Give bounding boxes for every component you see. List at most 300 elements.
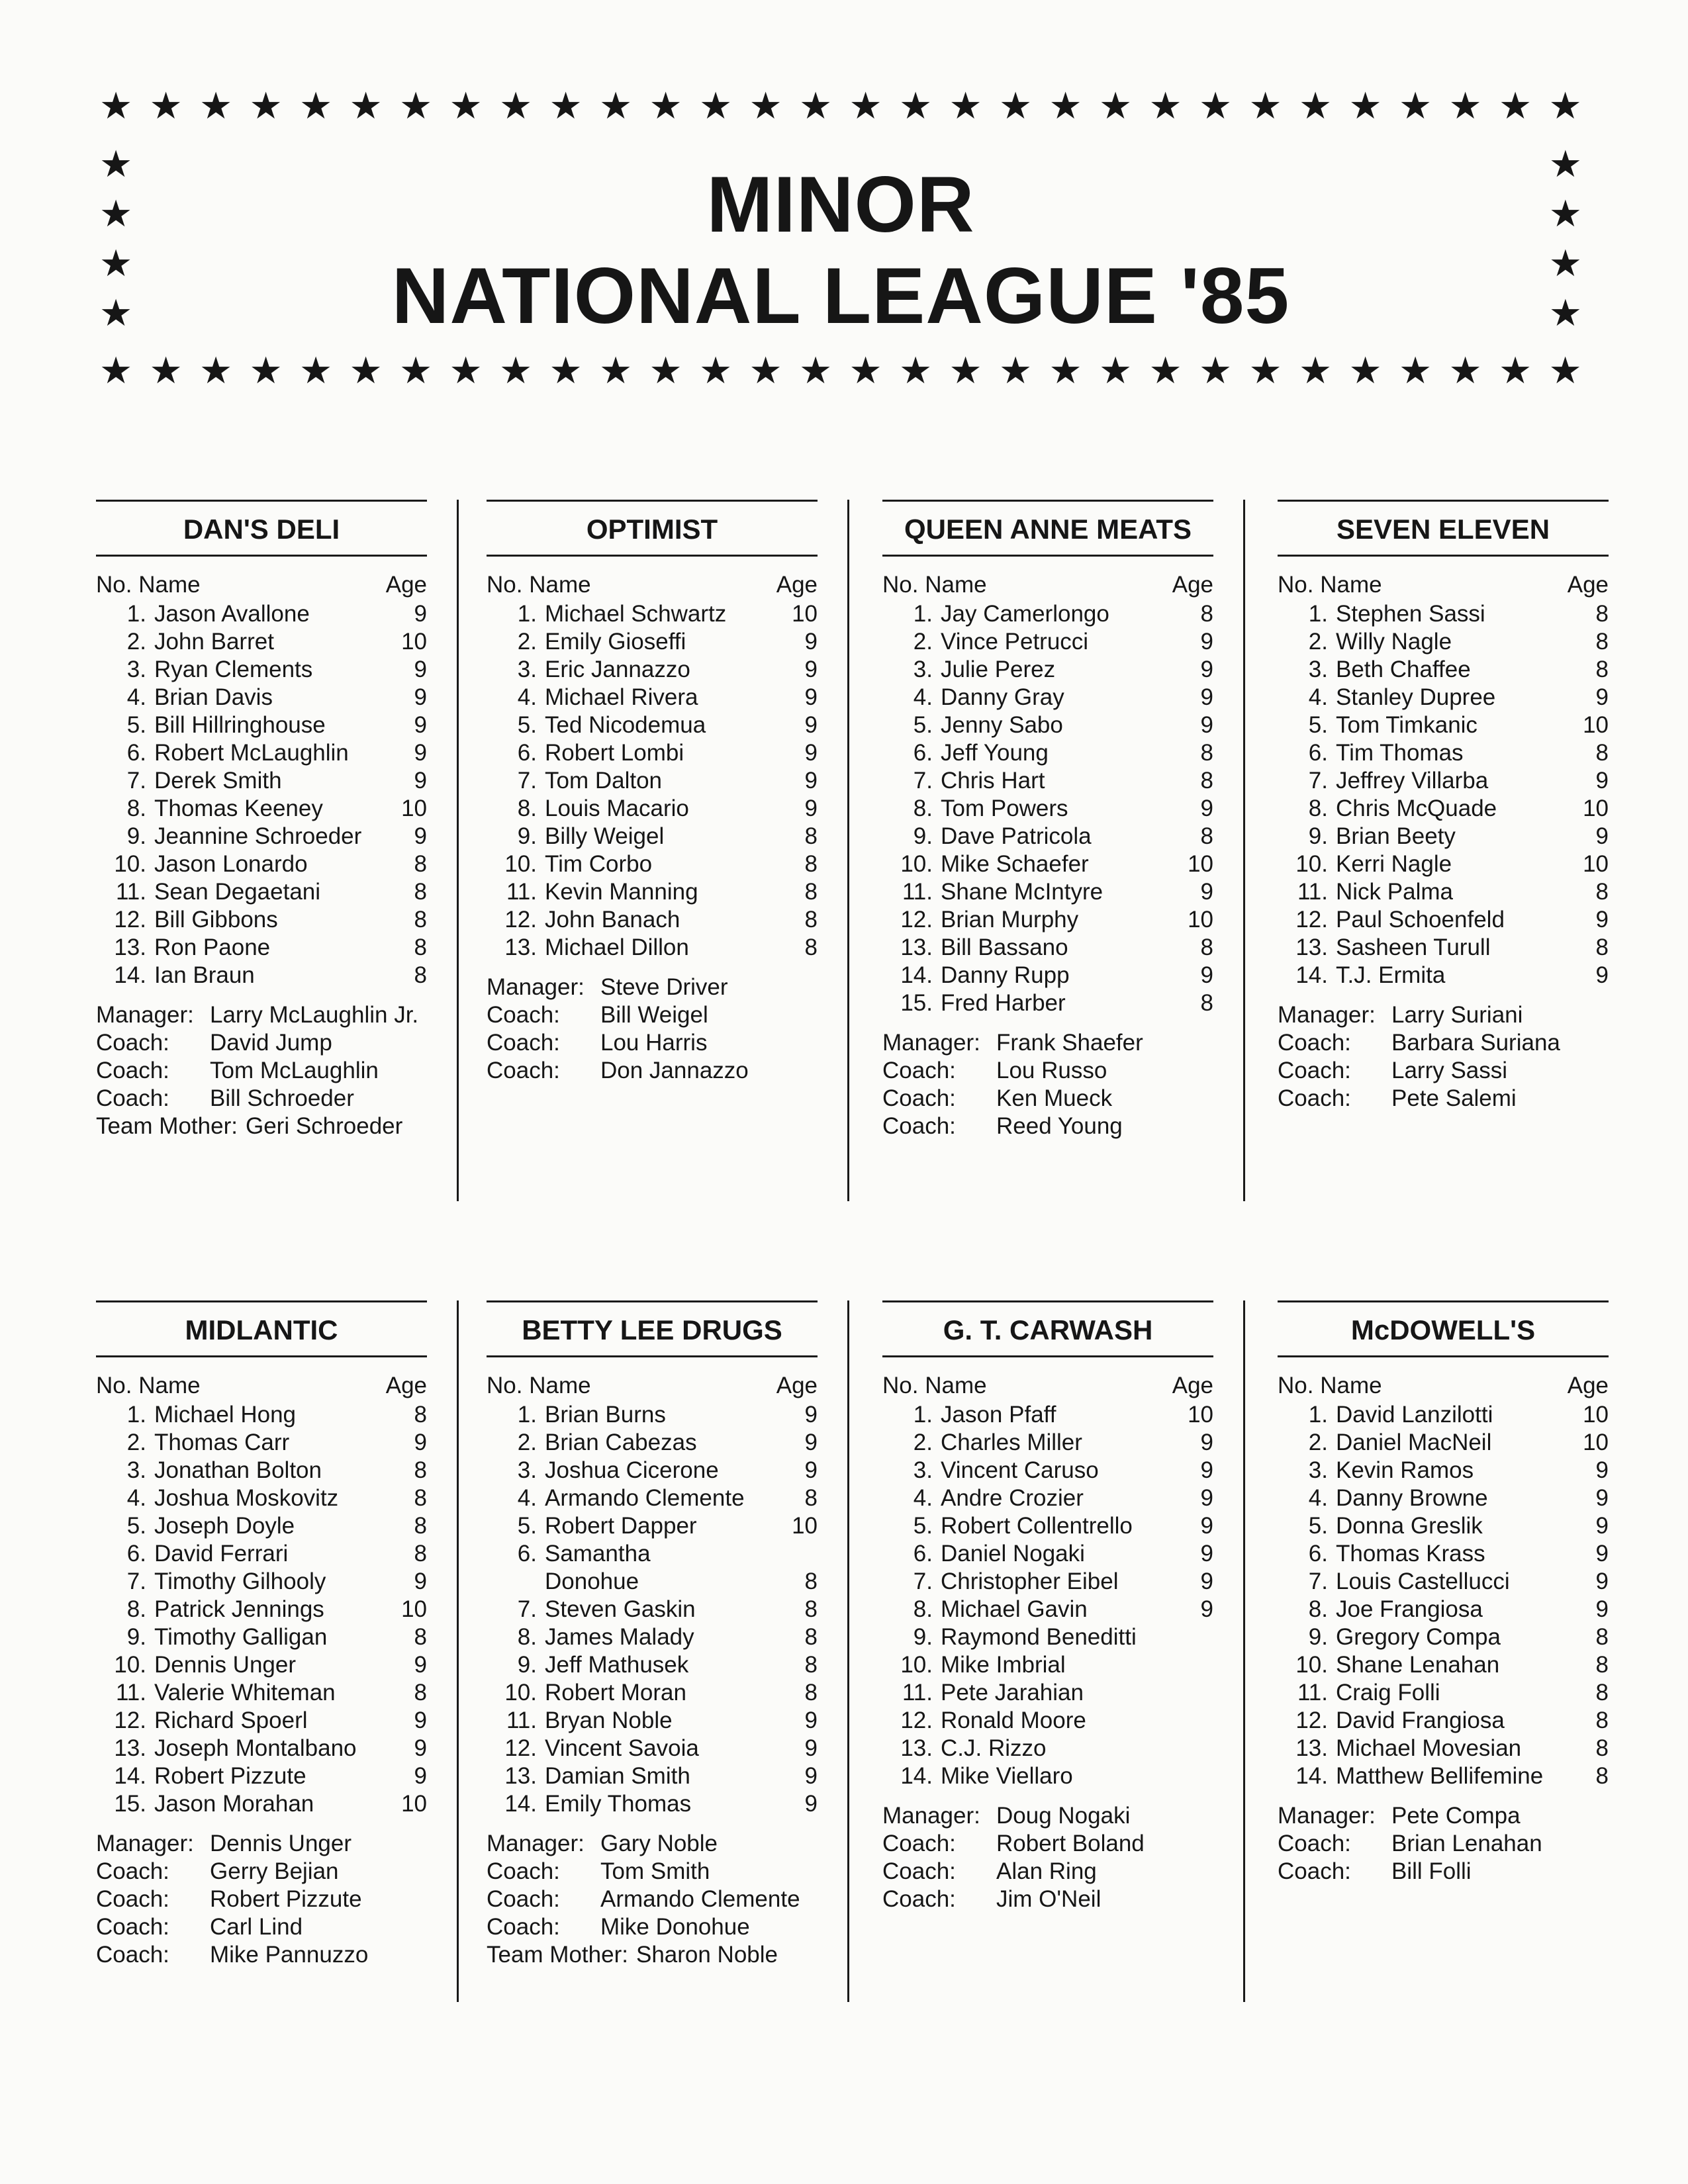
player-name: Gregory Compa — [1336, 1624, 1501, 1650]
star-icon: ★ — [649, 85, 682, 126]
player-name: Patrick Jennings — [154, 1596, 324, 1622]
player-name: Paul Schoenfeld — [1336, 907, 1505, 933]
staff-row — [487, 1913, 818, 1941]
player-number: 15. — [900, 990, 933, 1016]
player-age: 8 — [1595, 934, 1609, 960]
team-staff — [96, 1001, 427, 1140]
player-age: 9 — [1200, 1596, 1213, 1622]
player-row — [1278, 1512, 1609, 1540]
player-age: 8 — [414, 907, 427, 933]
player-number: 10. — [1295, 851, 1328, 877]
staff-name: Pete Compa — [1391, 1803, 1521, 1829]
staff-name: Ken Mueck — [996, 1085, 1113, 1111]
player-age: 9 — [1595, 768, 1609, 794]
column-name: Name — [1320, 1373, 1382, 1398]
star-icon: ★ — [749, 85, 782, 126]
staff-row — [96, 1941, 427, 1969]
team-card — [487, 1300, 818, 1969]
player-name: Joshua Moskovitz — [154, 1485, 339, 1511]
player-number: 7. — [913, 768, 933, 794]
staff-name: Doug Nogaki — [996, 1803, 1131, 1829]
player-name: Robert Moran — [545, 1680, 686, 1706]
player-age: 9 — [1595, 907, 1609, 933]
player-number: 10. — [114, 1652, 146, 1678]
staff-name: Larry Suriani — [1391, 1002, 1523, 1028]
player-age: 8 — [1595, 1735, 1609, 1761]
star-icon: ★ — [1399, 349, 1432, 391]
player-age: 9 — [804, 796, 818, 821]
team-name: OPTIMIST — [487, 500, 818, 557]
staff-role: Coach: — [96, 1858, 169, 1884]
star-icon: ★ — [399, 349, 433, 391]
player-number: 7. — [913, 1569, 933, 1594]
player-number: 8. — [1308, 796, 1328, 821]
player-name: Robert Dapper — [545, 1513, 697, 1539]
player-age: 9 — [804, 740, 818, 766]
player-number: 14. — [900, 1763, 933, 1789]
staff-name: Alan Ring — [996, 1858, 1097, 1884]
player-age: 9 — [804, 684, 818, 710]
player-age: 8 — [1595, 629, 1609, 655]
player-row — [1278, 906, 1609, 934]
player-name: Beth Chaffee — [1336, 657, 1471, 682]
player-row — [96, 1762, 427, 1790]
player-number: 3. — [517, 657, 537, 682]
player-number: 9. — [517, 1652, 537, 1678]
player-name: Billy Weigel — [545, 823, 665, 849]
star-icon: ★ — [499, 349, 533, 391]
player-row — [1278, 684, 1609, 711]
player-age: 9 — [1200, 629, 1213, 655]
staff-row — [487, 1029, 818, 1057]
player-age: 9 — [804, 1457, 818, 1483]
player-row — [1278, 934, 1609, 962]
player-row — [96, 711, 427, 739]
player-name: Brian Burns — [545, 1402, 666, 1428]
player-name: Dave Patricola — [941, 823, 1092, 849]
player-age: 8 — [804, 1680, 818, 1706]
player-row — [882, 1707, 1213, 1735]
star-icon: ★ — [1548, 85, 1582, 126]
player-age: 8 — [414, 1680, 427, 1706]
player-name: Bill Gibbons — [154, 907, 278, 933]
player-number: 9. — [126, 1624, 146, 1650]
player-name: Donohue — [545, 1569, 639, 1594]
staff-name: Pete Salemi — [1391, 1085, 1517, 1111]
star-icon: ★ — [349, 349, 383, 391]
staff-row — [882, 1830, 1213, 1858]
star-icon: ★ — [1499, 349, 1532, 391]
player-row — [487, 823, 818, 850]
star-icon: ★ — [1149, 85, 1182, 126]
staff-role: Manager: — [96, 1831, 194, 1856]
team-name: QUEEN ANNE MEATS — [882, 500, 1213, 557]
column-age: Age — [1567, 1373, 1609, 1398]
player-number: 4. — [126, 684, 146, 710]
player-number: 8. — [913, 796, 933, 821]
player-row — [882, 1651, 1213, 1679]
player-number: 10. — [900, 851, 933, 877]
staff-row — [96, 1886, 427, 1913]
column-age: Age — [776, 1373, 818, 1398]
player-row — [882, 989, 1213, 1017]
player-name: David Lanzilotti — [1336, 1402, 1493, 1428]
player-number: 3. — [517, 1457, 537, 1483]
star-icon: ★ — [899, 349, 933, 391]
player-number: 7. — [126, 1569, 146, 1594]
player-name: Samantha — [545, 1541, 651, 1567]
staff-name: Dennis Unger — [210, 1831, 352, 1856]
player-row — [1278, 1651, 1609, 1679]
staff-row — [96, 1029, 427, 1057]
player-name: Kevin Manning — [545, 879, 698, 905]
player-row — [1278, 1623, 1609, 1651]
player-age: 9 — [1200, 657, 1213, 682]
player-number: 2. — [517, 629, 537, 655]
player-number: 3. — [913, 657, 933, 682]
star-icon: ★ — [299, 85, 333, 126]
column-name: Name — [925, 572, 987, 598]
column-no: No. — [96, 1373, 132, 1398]
star-icon: ★ — [1448, 349, 1482, 391]
player-age: 9 — [1595, 1485, 1609, 1511]
player-name: Donna Greslik — [1336, 1513, 1483, 1539]
column-no: No. — [882, 1373, 919, 1398]
player-number: 14. — [1295, 962, 1328, 988]
player-row — [1278, 962, 1609, 989]
player-row — [96, 906, 427, 934]
player-number: 14. — [1295, 1763, 1328, 1789]
player-name: Julie Perez — [941, 657, 1056, 682]
player-row — [1278, 656, 1609, 684]
player-row — [96, 878, 427, 906]
star-border-bottom — [99, 351, 1582, 390]
player-row — [882, 1568, 1213, 1596]
player-row — [882, 850, 1213, 878]
player-name: Thomas Keeney — [154, 796, 323, 821]
team-name: G. T. CARWASH — [882, 1300, 1213, 1357]
player-row — [487, 878, 818, 906]
player-age: 9 — [414, 601, 427, 627]
star-icon: ★ — [849, 85, 882, 126]
player-number: 1. — [126, 1402, 146, 1428]
player-row — [96, 823, 427, 850]
star-icon: ★ — [1299, 85, 1333, 126]
player-age: 8 — [1595, 740, 1609, 766]
star-icon: ★ — [99, 242, 133, 284]
player-row — [882, 1484, 1213, 1512]
column-header — [1278, 571, 1609, 599]
staff-role: Coach: — [487, 1858, 560, 1884]
player-age: 10 — [1583, 712, 1609, 738]
column-divider — [847, 500, 849, 1201]
staff-row — [487, 974, 818, 1001]
staff-name: Mike Pannuzzo — [210, 1942, 369, 1968]
player-name: Jonathan Bolton — [154, 1457, 322, 1483]
player-name: Stanley Dupree — [1336, 684, 1496, 710]
player-number: 13. — [114, 1735, 146, 1761]
player-age: 8 — [414, 1485, 427, 1511]
title-line-1: MINOR — [706, 160, 975, 249]
player-number: 13. — [504, 1763, 537, 1789]
team-card — [1278, 1300, 1609, 1886]
player-age: 9 — [1200, 712, 1213, 738]
star-icon: ★ — [149, 85, 183, 126]
staff-row — [1278, 1057, 1609, 1085]
player-age — [1174, 1735, 1213, 1762]
player-row — [96, 684, 427, 711]
star-icon: ★ — [299, 349, 333, 391]
player-age: 9 — [804, 629, 818, 655]
player-age: 9 — [1200, 1430, 1213, 1455]
player-age: 10 — [1188, 907, 1213, 933]
player-age: 10 — [401, 1596, 427, 1622]
column-header — [882, 1372, 1213, 1400]
player-number: 15. — [114, 1791, 146, 1817]
player-name: Ryan Clements — [154, 657, 313, 682]
player-name: Raymond Beneditti — [941, 1624, 1137, 1650]
player-age: 8 — [1200, 740, 1213, 766]
column-divider — [1243, 1300, 1245, 2002]
team-staff — [882, 1802, 1213, 1913]
player-row — [487, 656, 818, 684]
staff-name: Don Jannazzo — [600, 1058, 749, 1083]
column-age: Age — [776, 572, 818, 598]
player-age: 8 — [414, 1513, 427, 1539]
staff-name: Tom Smith — [600, 1858, 710, 1884]
player-row — [882, 656, 1213, 684]
player-name: Andre Crozier — [941, 1485, 1084, 1511]
staff-role: Coach: — [487, 1002, 560, 1028]
player-name: Joseph Montalbano — [154, 1735, 357, 1761]
player-age — [1174, 1651, 1213, 1679]
player-row — [1278, 600, 1609, 628]
player-name: Ron Paone — [154, 934, 271, 960]
player-name: Chris McQuade — [1336, 796, 1497, 821]
player-name: Joe Frangiosa — [1336, 1596, 1483, 1622]
player-number: 13. — [1295, 1735, 1328, 1761]
player-row — [1278, 1762, 1609, 1790]
staff-name: Carl Lind — [210, 1914, 303, 1940]
player-row — [1278, 1457, 1609, 1484]
player-name: Michael Rivera — [545, 684, 698, 710]
player-row — [1278, 850, 1609, 878]
player-number: 13. — [1295, 934, 1328, 960]
player-age: 8 — [1595, 1624, 1609, 1650]
star-icon: ★ — [1149, 349, 1182, 391]
star-icon: ★ — [199, 85, 233, 126]
player-age: 10 — [1188, 851, 1213, 877]
player-number: 9. — [913, 823, 933, 849]
star-icon: ★ — [1299, 349, 1333, 391]
staff-row — [882, 1113, 1213, 1140]
player-number: 1. — [1308, 1402, 1328, 1428]
player-name: James Malady — [545, 1624, 694, 1650]
player-age: 10 — [792, 1513, 818, 1539]
player-row — [96, 1540, 427, 1568]
column-no: No. — [1278, 1373, 1314, 1398]
player-name: Michael Dillon — [545, 934, 689, 960]
player-name: Ian Braun — [154, 962, 255, 988]
staff-row — [487, 1830, 818, 1858]
star-icon: ★ — [699, 349, 733, 391]
staff-role: Team Mother: — [96, 1113, 238, 1139]
player-number: 2. — [126, 629, 146, 655]
player-age: 9 — [804, 712, 818, 738]
player-row — [487, 1623, 818, 1651]
player-name: Jeannine Schroeder — [154, 823, 362, 849]
player-age: 10 — [401, 629, 427, 655]
staff-row — [487, 1057, 818, 1085]
player-number: 14. — [114, 1763, 146, 1789]
player-number: 11. — [902, 1680, 933, 1706]
player-row — [882, 795, 1213, 823]
player-age: 10 — [401, 796, 427, 821]
player-row — [96, 1679, 427, 1707]
staff-row — [487, 1001, 818, 1029]
player-name: Emily Gioseffi — [545, 629, 686, 655]
column-label-no-name — [882, 571, 987, 599]
column-no: No. — [487, 1373, 523, 1398]
star-icon: ★ — [1099, 349, 1133, 391]
player-row — [487, 1457, 818, 1484]
player-row — [96, 1512, 427, 1540]
player-name: Robert Pizzute — [154, 1763, 306, 1789]
player-name: Chris Hart — [941, 768, 1045, 794]
player-number: 6. — [1308, 1541, 1328, 1567]
team-card — [96, 500, 427, 1140]
player-row — [487, 1735, 818, 1762]
staff-name: Reed Young — [996, 1113, 1123, 1139]
player-age: 8 — [414, 1624, 427, 1650]
column-divider — [457, 1300, 459, 2002]
player-row — [1278, 1429, 1609, 1457]
player-row — [96, 739, 427, 767]
player-number: 1. — [913, 601, 933, 627]
player-row — [96, 1707, 427, 1735]
column-no: No. — [882, 572, 919, 598]
player-number: 6. — [126, 1541, 146, 1567]
star-icon: ★ — [649, 349, 682, 391]
player-number: 1. — [1308, 601, 1328, 627]
player-row — [96, 1401, 427, 1429]
staff-row — [96, 1113, 427, 1140]
player-row — [487, 1762, 818, 1790]
player-number: 9. — [1308, 823, 1328, 849]
column-label-no-name — [96, 1372, 201, 1400]
player-name: Louis Castellucci — [1336, 1569, 1510, 1594]
player-name: Fred Harber — [941, 990, 1066, 1016]
player-row — [1278, 1540, 1609, 1568]
star-icon: ★ — [599, 349, 633, 391]
player-number: 3. — [1308, 1457, 1328, 1483]
staff-name: Larry McLaughlin Jr. — [210, 1002, 419, 1028]
staff-name: Barbara Suriana — [1391, 1030, 1560, 1056]
star-icon: ★ — [549, 349, 583, 391]
staff-name: Gerry Bejian — [210, 1858, 339, 1884]
player-age: 8 — [804, 1624, 818, 1650]
player-row — [882, 1623, 1213, 1651]
player-row — [882, 1457, 1213, 1484]
player-number: 2. — [126, 1430, 146, 1455]
player-name: Brian Davis — [154, 684, 273, 710]
player-row — [487, 1568, 818, 1596]
column-age: Age — [385, 572, 427, 598]
star-icon: ★ — [1348, 349, 1382, 391]
player-name: Joshua Cicerone — [545, 1457, 719, 1483]
star-icon: ★ — [99, 142, 133, 185]
player-number: 12. — [504, 1735, 537, 1761]
player-age: 8 — [804, 1596, 818, 1622]
player-row — [1278, 823, 1609, 850]
staff-role: Coach: — [882, 1058, 956, 1083]
staff-name: David Jump — [210, 1030, 332, 1056]
player-number: 10. — [504, 1680, 537, 1706]
staff-row — [96, 1001, 427, 1029]
player-row — [487, 767, 818, 795]
player-number: 9. — [517, 823, 537, 849]
staff-role: Coach: — [487, 1886, 560, 1912]
player-age: 9 — [1200, 1569, 1213, 1594]
player-row — [882, 1401, 1213, 1429]
page-title — [99, 159, 1582, 341]
player-number: 2. — [517, 1430, 537, 1455]
player-number: 14. — [900, 962, 933, 988]
player-name: Timothy Galligan — [154, 1624, 328, 1650]
column-no: No. — [487, 572, 523, 598]
player-name: Richard Spoerl — [154, 1707, 308, 1733]
player-number: 9. — [913, 1624, 933, 1650]
player-age: 9 — [1200, 1457, 1213, 1483]
staff-role: Coach: — [882, 1113, 956, 1139]
player-number: 2. — [913, 629, 933, 655]
player-age: 8 — [1200, 990, 1213, 1016]
staff-row — [882, 1029, 1213, 1057]
column-name: Name — [1320, 572, 1382, 598]
staff-name: Gary Noble — [600, 1831, 718, 1856]
player-row — [882, 739, 1213, 767]
player-name: Joseph Doyle — [154, 1513, 295, 1539]
player-name: Stephen Sassi — [1336, 601, 1485, 627]
player-number: 5. — [1308, 712, 1328, 738]
player-number: 6. — [126, 740, 146, 766]
star-icon: ★ — [549, 85, 583, 126]
column-no: No. — [1278, 572, 1314, 598]
player-number: 7. — [126, 768, 146, 794]
player-name: Robert McLaughlin — [154, 740, 349, 766]
player-row — [96, 962, 427, 989]
player-number: 10. — [900, 1652, 933, 1678]
player-name: T.J. Ermita — [1336, 962, 1446, 988]
player-row — [487, 1651, 818, 1679]
player-row — [487, 795, 818, 823]
player-row — [487, 711, 818, 739]
staff-role: Coach: — [882, 1858, 956, 1884]
player-number: 11. — [506, 1707, 537, 1733]
player-age: 9 — [1200, 879, 1213, 905]
player-name: Jason Lonardo — [154, 851, 308, 877]
player-age — [1174, 1762, 1213, 1790]
player-age: 10 — [1583, 796, 1609, 821]
player-age: 8 — [804, 1485, 818, 1511]
title-line-2: NATIONAL LEAGUE '85 — [391, 251, 1290, 340]
star-icon: ★ — [1248, 349, 1282, 391]
player-age: 8 — [414, 1457, 427, 1483]
player-name: Jeffrey Villarba — [1336, 768, 1489, 794]
star-border-top — [99, 86, 1582, 126]
player-name: John Barret — [154, 629, 274, 655]
player-age: 8 — [804, 823, 818, 849]
